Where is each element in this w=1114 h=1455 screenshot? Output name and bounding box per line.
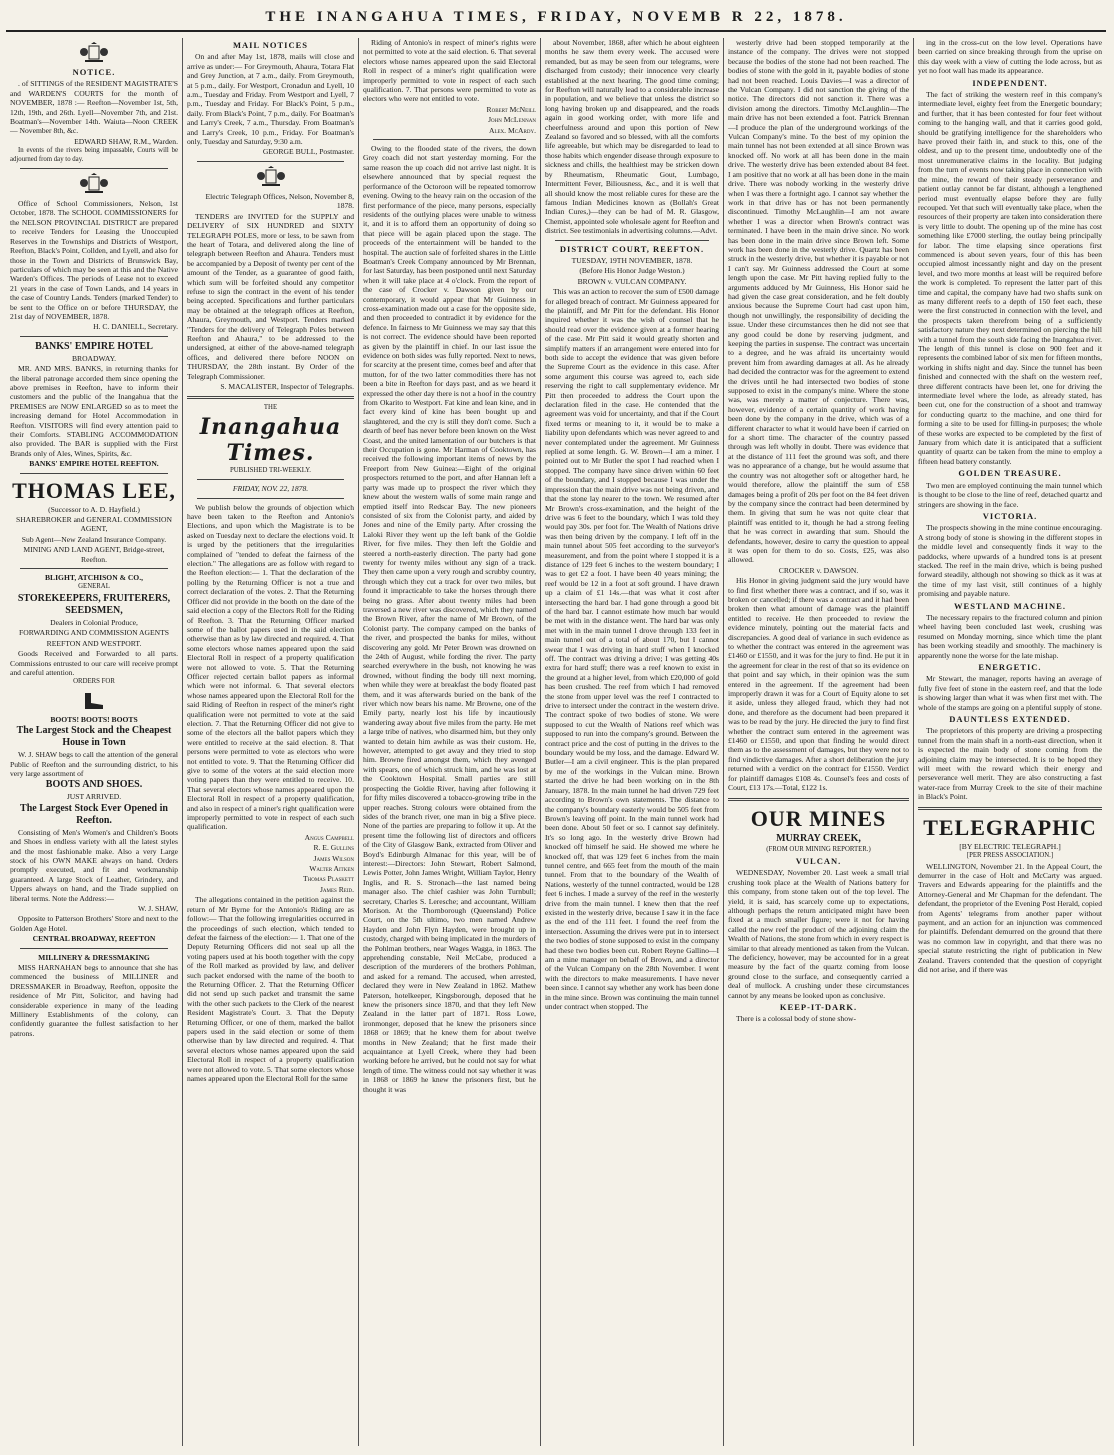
petitioner-name: Angus Campbell <box>304 832 354 842</box>
boots-big: BOOTS AND SHOES. <box>45 779 143 791</box>
telegraph-header: Electric Telegraph Offices, Nelson, November 8, 1878. <box>205 191 354 211</box>
boots-body: W. J. SHAW begs to call the attention of the general Public of Reefton and the surrounding district, to his very large assortment of <box>10 750 178 778</box>
boots-address: Opposite to Patterson Brothers' Store and next to the Golden Age Hotel. <box>10 914 178 933</box>
dauntless-body: The proprietors of this property are driving a prospecting tunnel from the main shaft in a north-east direction, when it is expected the main body of stone coming from the adjoining claim may be intersected. It is to be hoped they will meet with the reward which their energy and perseverance well merit. They are also constructing a fast water-race from Murray Creek to the site of their machine in Black's Point. <box>918 726 1102 802</box>
telegraph-body: TENDERS are INVITED for the SUPPLY and DELIVERY of SIX HUNDRED and SIXTY TELEGRAPH POLES, more or less, to be sawn from the heart of Totara, and delivered along the line of telegraph between Reefton and Ahaura. Tenders must be accompanied by a Deposit of twenty per cent of the amount of the Tender, as a guarantee of good faith, which sum will be forfeited should any competitor refuse to sign the contract in the event of his tender being accepted. Specifications and further particulars may be obtained at the telegraph offices at Reefton, Ahaura, Greymouth, and Westport. Tenders marked "Tenders for the delivery of Telegraph Poles between Reefton and Ahaura," to be addressed to the undersigned, at either of the above-named telegraph offices, and delivered there before NOON on THURSDAY, the 28th instant. By Order of the Telegraph Commissioner. <box>187 211 354 381</box>
blight-heading: BLIGHT, ATCHISON & CO., <box>44 573 144 583</box>
newspaper-page <box>6 4 1106 1450</box>
boots-heading: BOOTS! BOOTS! BOOTS <box>50 714 138 724</box>
notice-heading: NOTICE. <box>72 67 116 77</box>
boots-subheading: The Largest Stock and the Cheapest House in Town <box>16 725 172 749</box>
paper-the: THE <box>263 404 278 412</box>
divider <box>20 336 168 337</box>
mail-body: On and after May 1st, 1878, mails will close and arrive as under:— For Greymouth, Ahaura, Totara Flat and Grey Junction, at 7 a.m., daily. From Greymouth, at 5 p.m., daily. For Westport, Cronadun and Lyell, 10 a.m., Tuesday and Friday. From Westport and Lyell, 7 p.m., Tuesday and Friday. For Black's Point, 5 p.m., daily. From Black's Point, 7 p.m., daily. For Boatman's and Larry's Creek, 7 a.m., Thursday. From Boatman's and Larry's Creek, 10 p.m., Friday. For Boatman's only, Tuesday and Saturday, 9:30 a.m. <box>187 52 354 147</box>
blight-body: Goods Received and Forwarded to all parts. Commissions entrusted to our care will receive prompt and careful attention. <box>10 649 178 677</box>
notice-body: . of SITTINGS of the RESIDENT MAGISTRATE'S and WARDEN'S COURTS for the month of NOVEMBER, 1878 :— Reefton—November 1st, 5th, 12th, 19th, and 26th. Lyell—November 7th, and 21st. Boatman's—November 14th. Waiuta—Noon CREEK — November 8th, &c. <box>10 79 178 136</box>
column-4 <box>540 38 723 1446</box>
independent-body: The fact of striking the western reef in this company's intermediate level, eighty feet from the Energetic boundary; and further, that it has been contested for four feet without coming to the hanging wall, and that it carries good gold, should be gratifying intelligence for the shareholders who have proved their faith in, and stuck to this, one of the oldest, and up to the present time, undoubtedly one of the most unremunerative claims in the locality. But judging from the turn of events now taking place in connection with the mine, the reward of their steady perseverance and patient outlay cannot be far distant, although a lengthened period must eventually elapse before they are fully recouped. Yet that such will eventually take place, when the resources of their property are taken into consideration there is very little to doubt. The opening up of the mine has cost something like £7000 sterling, the outlay being principally for labor. The time elapsing since operations first commenced is about seven years, four of this has been occupied almost incessantly night and day on the present level, and two more months at least will be required before the work is completed. To represent the latter part of this time and capital, the company have had two shafts sunk on as many different reefs to a depth of 150 feet each, these were the first constructed in connection with the level, and the prospects taken therefrom being of a sufficiently satisfactory nature they next determined on piercing the hill with a tunnel from the south side facing the Inangahua river. The length of this tunnel is close on 900 feet and it represents the combined labor of six men for fifteen months, working in shifts night and day. Since the tunnel has been finished and connected with the shaft on the western reef, three different contracts have been let, one for driving the intermediate level where the lode, as already stated, has been cut, one for the construction of a shoot and tramway for conducting quartz to the machine, and one third for forming a site to be used for filling-in purposes; the whole of these works are expected to be completed by the first of January from which date it is anticipated that a sufficient quantity of quartz can be taken from the mine to employ a fifteen head battery constantly. <box>918 90 1102 466</box>
lee-subtitle: (Successor to A. D. Hayfield.) <box>48 504 140 514</box>
vulcan-body: WEDNESDAY, November 20. Last week a small trial crushing took place at the Wealth of Nations battery for this company, from stone taken out of the top level. The yield, it is said, has scarcely come up to expectations, although perhaps the return anticipated might have been fixed at a much smaller figure; were it not for having called the new reef the product of the adjoining claim the Wealth of Nations, the stone from which in every respect is similar to that already mentioned as taken from the Vulcan. The deficiency, however, may be accounted for in a great measure by the fact of the quartz coming from loose ground close to the surface, and consequently carried a deal of mullock. A crushing under these circumstances cannot by any means be looked upon as conclusive. <box>728 868 909 1000</box>
millinery-heading: MILLINERY & DRESSMAKING <box>38 952 150 962</box>
hotel-footer: BANKS' EMPIRE HOTEL REEFTON. <box>29 459 159 469</box>
energetic-heading: ENERGETIC. <box>978 662 1042 672</box>
keep-it-dark-heading: KEEP-IT-DARK. <box>779 1002 858 1012</box>
column-2 <box>182 38 358 1446</box>
royal-arms-icon <box>256 166 286 188</box>
paper-name: Inangahua Times. <box>199 413 342 466</box>
millinery-body: MISS HARNAHAN begs to announce that she has commenced the business of MILLINER and DRESSMAKER in Broadway, Reefton, opposite the residence of Mr Pitt, Solicitor, and having had considerable experience in many of the leading Millinery Establishments of the colony, can confidently guarantee the fullest satisfaction to her patrons. <box>10 963 178 1038</box>
boot-icon <box>81 691 107 711</box>
paper-date: FRIDAY, NOV. 22, 1878. <box>232 484 309 494</box>
petitioner-name: James Wilson <box>313 853 354 863</box>
westland-heading: WESTLAND MACHINE. <box>954 600 1066 611</box>
energetic-body: Mr Stewart, the manager, reports having an average of fully five feet of stone in the eastern reef, and that the lode is showing larger than what it was when first met with. The whole of the stamps are going on a plentiful supply of stone. <box>918 674 1102 712</box>
petitioner-name: John McLennan <box>488 115 536 125</box>
mail-signature: GEORGE BULL, Postmaster. <box>262 147 354 157</box>
telegraphic-from: [PER PRESS ASSOCIATION.] <box>966 852 1054 860</box>
divider <box>20 948 168 949</box>
notice-note: In events of the rivers being impassable, Courts will be adjourned from day to day. <box>10 147 178 163</box>
petitioner-name: Walter Aitken <box>309 864 354 874</box>
boots-body-2: Consisting of Men's Women's and Children's Boots and Shoes in endless variety with all the latest styles and the most fashionable make. Also a very Large stock of his OWN MAKE always on hand. Orders promptly executed, and fit and workmanship guaranteed. A large Stock of Leather, Grindery, and Uppers always on hand, and the Trade supplied on liberal terms. Note the Address:— <box>10 827 178 903</box>
district-court-case: BROWN v. VULCAN COMPANY. <box>577 276 687 286</box>
district-court-before: (Before His Honor Judge Weston.) <box>579 266 685 276</box>
petitioner-name: James Reid. <box>319 884 354 894</box>
petitioner-names <box>363 105 536 135</box>
hotel-subheading: BROADWAY. <box>71 353 117 363</box>
divider <box>197 498 344 499</box>
blight-sub: GENERAL <box>78 583 110 591</box>
our-mines-sub: MURRAY CREEK, <box>776 832 861 844</box>
petitioner-name: Thomas Plaskett <box>302 874 354 884</box>
masthead-title: THE INANGAHUA TIMES, FRIDAY, NOVEMB R 22, 1878. <box>265 9 847 25</box>
paper-published: PUBLISHED TRI-WEEKLY. <box>229 466 311 474</box>
column-1 <box>6 38 182 1446</box>
telegraph-signature: S. MACALISTER, Inspector of Telegraphs. <box>220 382 354 391</box>
golden-treasure-heading: GOLDEN TREASURE. <box>958 468 1062 479</box>
leader-body: We publish below the grounds of objection which have been taken to the Reefton and Antonio's Elections, and upon which the Magistrate is to be asked on Tuesday next to declare the elections void. It is urged by the petitioners that the irregularities complained of "tended to defeat the fairness of the election." The allegations are as follow with regard to the Reefton election:— 1. That the declaration of the polling by the Returning Officer is not a true and correct declaration of the votes. 2. That the Returning Officer did not provide in the booth on the date of the said election a copy of the Electors Roll for the Riding of Reefton. 3. That the Returning Officer marked some of the ballot papers used in the said election otherwise than as by law directed and required. 4. That some electors whose names appeared upon the said Electoral Roll in respect of a property qualification were not allowed to vote. 5. That the Returning Officer rejected certain ballot papers as informal which were not informal. 6. That several electors whose names appeared upon the Electoral Roll for the said Riding of Reefton in respect of the miner's right qualification were not permitted to vote at the said election. 7. That the Returning Officer did not give to some of the electors all the ballot papers which they were entitled to receive at the said election. 8. That persons were permitted to vote as electors who were not entitled to vote. 9. That the Returning Officer did give to some of the voters at the said election more voting papers than they were entitled to receive. 10. That several electors whose names appeared upon the Electoral Roll in respect of a property qualification, and also in respect of a miner's right qualification were improperly permitted to vote in respect of each such qualification. <box>187 502 354 832</box>
school-notice-body: Office of School Commissioners, Nelson, 1st October, 1878. The SCHOOL COMMISSIONERS for the NELSON PROVINCIAL DISTRICT are prepared to receive Tenders for Leasing the Unoccupied Reserves in the Townships and Districts of Westport, Reefton, Black's Point, Collden, and Lyell, and also for those in the Town and Districts of Brunswick Bay, particulars of which may be seen at this and the Native Warden's Offices. The periods of Lease not to exceed 21 years in the case of Town Lands, and 14 years in the case of Country Lands. Tenders (marked Tender) to be sent to the Office on or before THURSDAY, the 21st day of NOVEMBER, 1878. <box>10 199 178 321</box>
telegraphic-sub: [BY ELECTRIC TELEGRAPH.] <box>959 841 1061 851</box>
divider <box>20 168 168 169</box>
dauntless-heading: DAUNTLESS EXTENDED. <box>949 714 1071 725</box>
mail-heading: MAIL NOTICES <box>232 40 309 50</box>
lee-name: THOMAS LEE, <box>12 477 176 503</box>
district-court-body: This was an action to recover the sum of £500 damage for alleged breach of contract. Mr Guinness appeared for the plaintiff, and Mr Pitt for the defendant. His Honor inquired whether it was the wish of counsel that he should read over the evidence given at a former hearing of the case. Mr Pitt said it would greatly shorten and simplify matters if an arrangement were entered into for both side to accept the evidence that was given before the Supreme Court as the evidence in this case. After some argument this course was agreed to, each side reserving the right to call supplementary evidence. Mr Pitt then proceeded to address the Court upon the declaration filed in the case. He contended that the agreement was void for uncertainty, and that if the Court fixed terms or meaning to it, it would be to make a liability upon defendants which was never agreed to and never contemplated under the agreement. Mr Guinness replied at some length. G. W. Brown—I am a miner. I pointed out to Mr Butler the spot I had reached when I stopped. The company have since driven within 60 feet of the boundary, and I stopped because I was under the impression that the main drive was not being driven, and that the stone lay nearer to the town. We resumed after Mr Brown's cross-examination, and the height of the drive was 6 feet to the boundary, which I was told they would pay 30s. per foot for. The Wealth of Nations drive was then being driven by the company. I left off in the main tunnel about 505 feet according to the surveyor's measurement, and from the point where I stopped it is a distance of 129 feet 6 inches to the western boundary; I was to get £2 a foot. I have been 40 years mining; the reef would be 12 in a foot at soft ground. I have drawn up a claim of £1 14s.—that was what it cost after intersecting the hard bar. I had gone through a good bit of the hard bar. I cannot estimate how much bar would be met with in the distance went. The hard bar was only met with in the main tunnel I drove through 133 feet in main tunnel out of a total of about 170, but I cannot swear that I was driving in hard stuff when I knocked off. The contract was driving a drive; I was getting 40s extra for hard stuff; there was a reef known to exist in the ground at a higher level, from which £20,000 of gold has been crushed. The reef from which I had removed the stone from upper level was the reef I contracted to drive to intersect under the contract in the western drive. The contract spoke of two bodies of stone. We were supposed to cut the Wealth of Nations reef which was supposed to run into the company's ground. Between the contract price and the cost of putting in the drives to the boundary would be my loss, and the damage. Edward W. Butler—I am a civil engineer. This is the plan prepared by me of the workings in the Vulcan mine. Brown started the drive he had been working on in the 8th January, 1878. In the main tunnel he had driven 729 feet according to Brown's own statements. The distance to the company's boundary easterly would be 505 feet from Brown's leaving off point. In the main tunnel work had been done. About 50 feet or so. I cannot say definitely. It's so long ago. In the westerly drive Brown had knocked off himself he said. He showed me where he knocked off, that was 129 feet 6 inches from the main tunnel centre, and 665 feet from the mouth of the main tunnel. From that to the boundary of the Wealth of Nations, westerly of the tunnel contracted, would be 128 feet 6 inches. I made a survey of the reef in the westerly drive from the main tunnel. I knew then that the reef existed in the westerly drive, because I saw it in the face as the end of the 111 feet. I found the reef from the intersection. Assuming the drives were put in to intersect the two bodies of stone supposed to exist in the company had these two bodies been cut. Robert Reyne Gallino—I am a mine manager on behalf of Brown, and a director of the Vulcan Company on the 28th November. I went with the directors to make measurements. I have never been since. I cannot say whether any work has been done in the mine since. Brown was continuing the main tunnel under contract when stopped. The <box>545 287 719 1012</box>
royal-arms-icon <box>79 173 109 195</box>
column-5-body-1: westerly drive had been stopped temporarily at the instance of the company. The drives were not stopped because the bodies of the stone had not been reached. The bodies of stone with the gold in it, payable bodies of stone had not been reached. Louis Davies—I was a director of the Vulcan Company. I did not sanction the giving of the notice. The directors did not sanction it. There was a division among the directors. Timothy McLaughlin—The main drive has not been extended a foot. Patrick Brennan—I produce the plan of the underground workings of the Vulcan Company's mine. To the best of my opinion the main tunnel has not been extended at all since Brown was knocked off. No work at all has been done in the main drive. The westerly drive has been extended about 84 feet. I am positive that no work at all has been done in the main drive. There was nobody working in the westerly drive when I was there a fortnight ago. I cannot say whether the work in that drive has or has not been permanently discontinued. Timothy McLaughlin—I am not aware whether I was a director when Brown's contract was terminated. I have been in the main drive since. No work has been done in the main drive since Brown left. Some work has been done in the westerly drive. Quartz has been struck in the westerly drive, but whether it is payable or not I can't say. Mr Guinness addressed the Court at some length upon the case. Mr Pitt having replied fully to the arguments adduced by Mr Guinness, His Honor said he had given the case great consideration, and he felt doubly anxious because the Supreme Court had cast upon him, though not unwillingly, the responsibility of deciding the issue. Under these circumstances then he did not see that any good could be done by reserving judgment, and keeping the parties in suspense. The contract was uncertain to a degree, and he was afraid its uncertainty would prevent him from awarding damages at all. As he already had decided the contractor was for the agreement to extend the drives until he had intersected two bodies of stone supposed to exist in the company's mine. Where the stone was, was merely a matter of conjecture. There was, however, evidence of a certain quantity of work having been done by the company in the drive, which was of a different character to what it would have been if carried on for a short time. The character of the country passed through was left wholly in doubt. There was evidence that at the distance of 111 feet the ground was soft, and there was no appearance of a change, but he would assume that the country was not altogether soft or altogether hard, he would therefore, allow the plaintiff the sum of £58 damages being a profit of 20s per foot on the 84 feet driven by the company since the contract had been determined by them. In giving that sum he was not quite clear that plaintiff was entitled to it, though he had a strong feeling that he was correct in awarding that sum. Should the defendants, however, desire to carry the question to appeal it was open for them to do so. Costs, £25, was also allowed. <box>728 38 909 565</box>
district-court-heading: DISTRICT COURT, REEFTON. <box>559 243 705 254</box>
column-6 <box>913 38 1106 1446</box>
boots-just-arrived: JUST ARRIVED. <box>66 792 122 802</box>
boots-largest: The Largest Stock Ever Opened in Reefton. <box>20 802 168 826</box>
petitioner-name: Alex. McArdy. <box>488 125 536 135</box>
divider <box>918 807 1102 810</box>
hotel-heading: BANKS' EMPIRE HOTEL <box>35 340 153 352</box>
divider <box>197 161 344 162</box>
lee-line-2: Sub Agent—New Zealand Insurance Company. <box>21 534 167 544</box>
victoria-heading: VICTORIA. <box>982 510 1038 521</box>
column-4-body-1: about November, 1868, after which he about eighteen months he saw them every week. The accused were remanded, but as may be seen from our telegrams, were discharged from custody; their innocence very clearly established at the next hearing. The good time coming; for Reefton will naturally lead to a considerable increase in population, and we believe that unless the district so long having broken up and disappeared, and the roads again in good working order, with more life and cheerfulness around and upon this portion of New Zealand so favored and so blessed, with all the comforts life agreeable, but which may be disregarded to lead to those habits which engender disease through exposure to sickness and chills, the healthiest may be stricken down by Rheumatism, Rheumatic Gout, Lumbago, Intermittent Fever, Biliousness, &c., and it is well that all should know the most reliable cures for these are the famous Indian Medicines known as (Bollah's Great Indian Cures,)—they can be had of M. R. Glasgow, Chemist, appointed sole wholesale agent for Reefton and district. See testimonials in advertising columns.—Advt. <box>545 38 719 236</box>
royal-arms-icon <box>79 42 109 64</box>
victoria-body: The prospects showing in the mine continue encouraging. A strong body of stone is showing in the different stopes in the middle level and consequently finds it way to the paddocks, where upwards of a hundred tons is at present stacked. The reef in the main drive, which is being pushed forward steadily, although not showing so thick as it was at the time of my last visit, still continues of a highly promising and payable nature. <box>918 523 1102 599</box>
blight-line-4: REEFTON AND WESTPORT. <box>46 638 142 648</box>
blight-line-2: Dealers in Colonial Produce, <box>50 617 138 627</box>
vulcan-heading: VULCAN. <box>795 855 842 866</box>
column-6-body-1: ing in the cross-cut on the low level. Operations have been carried on since breaking through from the uprise on this day week with a view of cutting the lode across, but as yet no foot wall has made its appearance. <box>918 38 1102 76</box>
lee-line-3: MINING AND LAND AGENT, Bridge-street, Reefton. <box>23 545 165 564</box>
blight-line-3: FORWARDING AND COMMISSION AGENTS <box>19 628 169 638</box>
boots-central: CENTRAL BROADWAY, REEFTON <box>32 934 156 944</box>
divider <box>187 396 354 399</box>
divider <box>20 568 168 569</box>
blight-footer: ORDERS FOR <box>73 678 115 686</box>
our-mines-from: (FROM OUR MINING REPORTER.) <box>766 845 871 853</box>
petitioner-name: Robert McNeill <box>486 104 536 114</box>
independent-heading: INDEPENDENT. <box>972 77 1048 88</box>
divider <box>373 139 526 140</box>
divider <box>728 798 909 801</box>
case-2-heading: CROCKER v. DAWSON. <box>778 565 859 575</box>
divider <box>197 479 344 480</box>
divider <box>555 240 709 241</box>
telegraphic-heading: TELEGRAPHIC <box>923 814 1097 840</box>
golden-treasure-body: Two men are employed continuing the main tunnel which is thought to be close to the line of reef, detached quartz and stringers are showing in the face. <box>918 480 1102 509</box>
divider <box>20 473 168 474</box>
petitioner-name: R. E. Gullins <box>313 843 354 853</box>
boots-signature: W. J. SHAW, <box>138 904 178 913</box>
column-5 <box>723 38 913 1446</box>
telegraphic-body: WELLINGTON, November 21. In the Appeal Court, the demurrer in the case of Holt and McCarty was argued. Travers and Edwards appearing for the plaintiffs and the Attorney-General and Mr Chapman for the defendant. The defendant, the proprietor of the Evening Post Herald, copied from Agents' telegrams from another paper without payment, and an action for an injunction was commenced for plaintiffs. Defendant demurred on the ground that there was no common law in copyright, and that there was no special statute restricting the right of publication in New Zealand. Travers contended that the question of copyright did not arise, and if there was <box>918 861 1102 974</box>
leader-body-2: The allegations contained in the petition against the return of Mr Byrne for the Antonio's Riding are as follow:— That the following irregularities occurred in the proceedings of such election, which tended to defeat the fairness of the election:— 1. That one of the Deputy Returning Officers did not seal up all the voting papers used at his booth together with the copy of the Roll marked as provided by law, and deliver such packet endorsed with the name of the booth to the Returning Officer. 2. That the Returning Officer did not send up such packet and transmit the same with the other such packets to the Clerk of the nearest Resident Magistrate's Court. 3. That the Deputy Returning Officer, or one of them, marked the ballot papers used in the said election or some of them otherwise than by law directed and required. 4. That several electors whose names appeared upon the said Electoral Roll in respect of a property qualification were not allowed to vote. 5. That some electors whose names appeared upon the Electoral Roll for the same <box>187 895 354 1083</box>
hotel-body: MR. AND MRS. BANKS, in returning thanks for the liberal patronage accorded them since opening the above premises in Reefton, have to inform their customers and the public of the Inangahua that the PREMISES are NOW ENLARGED so as to meet the increasing demand for Hotel Accommodation in Reefton. VISITORS will find every attention paid to their Comforts. STABLING ACCOMMODATION also provided. The BAR is supplied with the First Brands only of Ales, Wines, Spirits, &c. <box>10 364 178 458</box>
school-notice-signature: H. C. DANIELL, Secretary. <box>93 322 178 332</box>
column-3-body-1: Riding of Antonio's in respect of miner's rights were not permitted to vote at the said election. 6. That several electors whose names appeared upon the said Electoral Roll in respect of a miner's right qualification were improperly permitted to vote in respect of each such qualification. 7. That persons were permitted to vote as electors who were not entitled to vote. <box>363 38 536 104</box>
column-3-body-2: Owing to the flooded state of the rivers, the down Grey coach did not start yesterday morning. For the same reason the up coach did not arrive last night. It is elsewhere announced that by special request the performance of the Octoroon will be repeated tomorrow evening. Owing to the heavy rain on the occasion of the first performance of the piece, many persons, especially residents of the outlying places were unable to witness it, and it is to afford them an opportunity of doing so that piece will be again placed upon the stage. The proceeds of the entertainment will be handed to the hospital. The auction sale of forfeited shares in the Little Boatman's Creek Company announced by Mr Brennan, for last Saturday, has been postponed until next Saturday when it will take place at 4 o'clock. From the report of the case of Crocker v. Dawson given by our contemporary, it would appear that Mr Guinness in cross-examination made out a case for the opposite side, and then proceeded to contradict it by evidence for the defence. In fairness to Mr Guinness we may say that this is not correct. The evidence should have been reported as given by the plaintiff in chief. In our last issue the evidence on both sides was fully reported. Next to news, for scarcity at the present time, comes beef and after that mutton, for of the two latter commodities there has not been a bite in Reefton for days past, and as we heard it expressed the other day there is not a hoof in the country from Okarito to Westport. Fat kine and lean kine, and in fact every kind of kine has been bought up and slaughtered, and the cry is still they don't come. Such a dearth of beef has never before been known on the West Coast, and the united lamentation of our butchers is that their Occupation is gone. Mr Harman of Cooktown, has received the following important items of news by the Freeport from New Guinea:—Eight of the original prospectors returned to the port, and after Hannan left a party was made up to prospect the river which they knew about the western walls of some main range and emptied itself into Redscar Bay. The new pioneers consisted of six from the Colonist party, and aided by Jones and nine of the Emily party. After crossing the Laloki River they went up the left bank of the Goldie River, for five miles. They then left the Goldie and steered a north-easterly direction. The party had gone twenty for twenty miles without any sign of a track. They then came upon a very rough and scrubby country, through which they cut a track for over two miles, but found it impracticable to take the horses through there being no grass. After about twenty miles had been traversed a new river was discovered, which they named the Brown River, after the name of Mr Brown, of the Colonist party. The company camped on the banks of the river, and prospected the banks for miles, without discovering any gold. Mr Peter Brown was drowned on the 24th of August, while fording the river. The party searched everywhere in the bush, not knowing he was drowned, without finding the body till next morning, when while they were at breakfast the body floated past them, and it was afterwards buried on the bank of the river which now bears his name. Mr Browne, one of the Emily party, nearly lost his life by incautiously wandering away about five miles from the party. He met a large tribe of natives, who disarmed him, but they only wanted to detain him awhile as was their custom. He, however, attempted to get away and they tried to stop him. Browne fired amongst them, which they avenged with spears, one of which struck him, and he was lost at the Cooktown Hospital. Small parties are still prospecting the Goldie River, having after following it for fifty miles discovered a tobacco-growing tribe in the upper reaches. Strong colours were obtained from the sides of the branch river, one man in big a $five piece. None of the parties are preparing to follow it up. At the present time the following list of directors and officers of the City of Glasgow Bank, extracted from Oliver and Boyd's Edinburgh Almanac for this year, will be of interest:—Directors: John Stewart, Robert Salmond, Lewis Potter, John James Wright, William Taylor, Henry Inglis, and R. S. Stronach—the last named being manager also. The chief cashier was John Turnbull; secretary, Charles S. Leresche; and accountant, William Morison. At the Thornborough (Queensland) Police Court, on the 5th ultimo, two men named Andrew Hayden and John Flyn Hayden, were brought up in custody, charged with being implicated in the murders of the Pohlman brothers, near Wages Wagga, in 1863. The apprehending constable, Neil McCabe, produced a description of the murderers of the brothers Pohlman, and asked for a remand. The accused, when arrested, declared they were in New Zealand in 1862. Mathew Paterson, hotelkeeper, Kingsborough, deposed that he knew the prisoners since 1870, and that they left New Zealand in the latter part of 1871. Ross Lowe, ironmonger, deposed that he knew the prisoners since 1868 or 1869; that he knew them for about twelve months in New Zealand; that he first made their acquaintance at Lyell Creek, where they had been working before he arrived, but he could not say for what length of time. The witness could not say whether it was in 1868 or 1869 he knew the prisoners first, but he thought it was <box>363 144 536 1094</box>
our-mines-heading: OUR MINES <box>750 805 887 831</box>
blight-line-1: STOREKEEPERS, FRUITERERS, SEEDSMEN, <box>17 592 171 616</box>
notice-signature: EDWARD SHAW, R.M., Warden. <box>74 136 178 146</box>
keep-it-dark-body: There is a colossal body of stone show- <box>736 1014 856 1024</box>
district-court-date: TUESDAY, 19TH NOVEMBER, 1878. <box>571 255 693 265</box>
column-3 <box>358 38 540 1446</box>
case-2-body: His Honor in giving judgment said the jury would have to find first whether there was a contract, and if so, was it broken or cancelled; if there was a contract and it had been broken then what amount of damage was the plaintiff entitled to receive. He then proceeded to review the evidence minutely, pointing out the material facts and discrepancies. A good deal of variance in such evidence as to whether the contract was entered in the agreement was £1460 or £1550, and it was for the jury to find. He put it in the agreement for clear in the rest of that so its evidence on that point and say which, in their opinion was the sum entered in the agreement. If the agreement had been improperly drawn it was for a Court of Equity alone to set it aside, unless they alleged fraud, which they had not done, and therefore as the document had been prepared it was to be read by the jury. He directed the jury to find first whether the contract sum entered in the agreement was £1460 or £1550, and upon that finding he would direct them as to the assessment of damages, but they were not to find vindictive damages. After a short deliberation the jury returned with a verdict on the contract for £1550. Verdict for plaintiff damages £108 4s. Counsel's fees and costs of Court, £13 17s.—Total, £122 1s. <box>728 576 909 793</box>
petitioner-names <box>187 833 354 894</box>
masthead <box>6 4 1106 32</box>
westland-body: The necessary repairs to the fractured column and pinion wheel having been concluded last week, crushing was resumed on Monday morning, since which time the plant has been working steadily and smoothly. The machinery is apparently none the worse for the late mishap. <box>918 612 1102 660</box>
lee-line-1: SHAREBROKER and GENERAL COMMISSION AGENT, <box>15 515 173 534</box>
